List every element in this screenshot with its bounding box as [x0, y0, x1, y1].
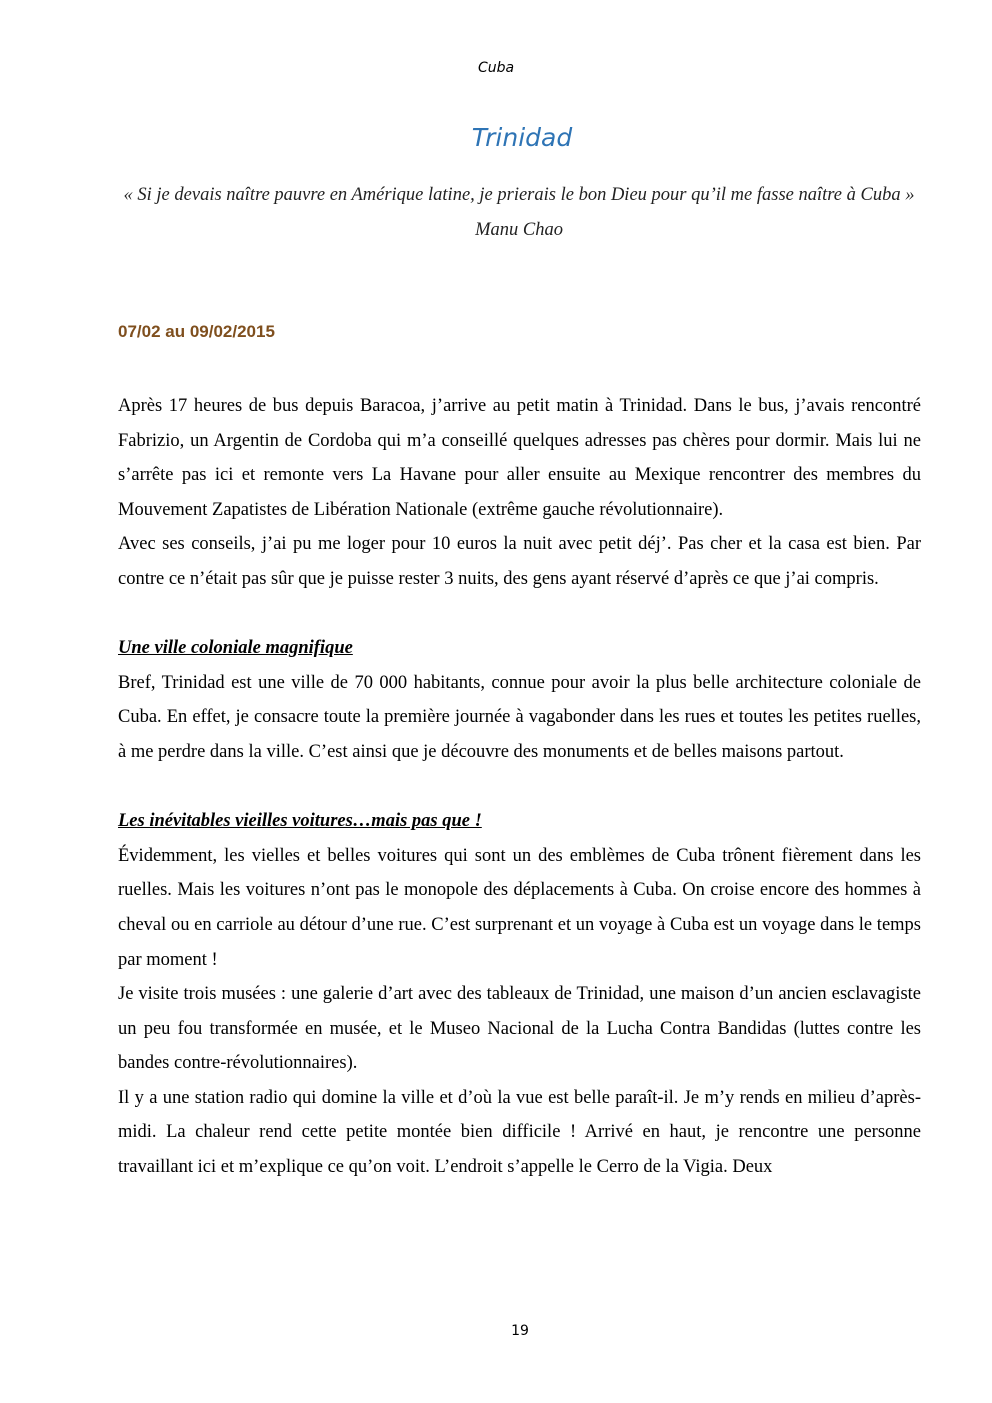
section-heading: Une ville coloniale magnifique — [118, 638, 353, 659]
epigraph-author: Manu Chao — [475, 220, 563, 240]
paragraph: Je visite trois musées : une galerie d’art avec des tableaux de Trinidad, une maison d’un ancien esclavagiste un peu fou transformée en musée, et le Museo Nacional de la Lucha Contra Bandidas (luttes contre les bandes contre-révolutionnaires). — [118, 984, 921, 1074]
paragraph: Évidemment, les vielles et belles voitures qui sont un des emblèmes de Cuba trônent fièrement dans les ruelles. Mais les voitures n’ont pas le monopole des déplacements à Cuba. On croise encore des hommes à cheval ou en carriole au détour d’une rue. C’est surprenant et un voyage à Cuba est un voyage dans le temps par moment ! — [118, 845, 921, 970]
page-title: Trinidad — [471, 123, 573, 152]
paragraph: Bref, Trinidad est une ville de 70 000 habitants, connue pour avoir la plus belle architecture coloniale de Cuba. En effet, je consacre toute la première journée à vagabonder dans les rues et toutes les petites ruelles, à me perdre dans la ville. C’est ainsi que je découvre des monuments et de belles maisons partout. — [118, 672, 921, 762]
epigraph — [118, 178, 920, 248]
paragraph: Il y a une station radio qui domine la ville et d’où la vue est belle paraît-il. Je m’y rends en milieu d’après-midi. La chaleur rend cette petite montée bien difficile ! Arrivé en haut, je rencontre une personne travaillant ici et m’explique ce qu’on voit. L’endroit s’appelle le Cerro de la Vigia. Deux — [118, 1087, 921, 1178]
blank-line — [118, 770, 921, 805]
paragraph: Après 17 heures de bus depuis Baracoa, j’arrive au petit matin à Trinidad. Dans le bus, j’avais rencontré Fabrizio, un Argentin de Cordoba qui m’a conseillé quelques adresses pas chères pour dormir. Mais lui ne s’arrête pas ici et remonte vers La Havane pour aller ensuite au Mexique rencontrer des membres du Mouvement Zapatistes de Libération Nationale (extrême gauche révolutionnaire). — [118, 396, 921, 520]
date-heading: 07/02 au 09/02/2015 — [118, 322, 275, 341]
body-text — [118, 389, 921, 1185]
page-number: 19 — [511, 1323, 529, 1339]
running-header: Cuba — [477, 60, 515, 76]
blank-line — [118, 597, 921, 632]
section-heading: Les inévitables vieilles voitures…mais pas que ! — [118, 811, 482, 832]
paragraph: Avec ses conseils, j’ai pu me loger pour 10 euros la nuit avec petit déj’. Pas cher et la casa est bien. Par contre ce n’était pas sûr que je puisse rester 3 nuits, des gens ayant réservé d’après ce que j’ai compris. — [118, 534, 921, 589]
epigraph-quote: « Si je devais naître pauvre en Amérique latine, je prierais le bon Dieu pour qu’il me fasse naître à Cuba » — [123, 185, 915, 205]
